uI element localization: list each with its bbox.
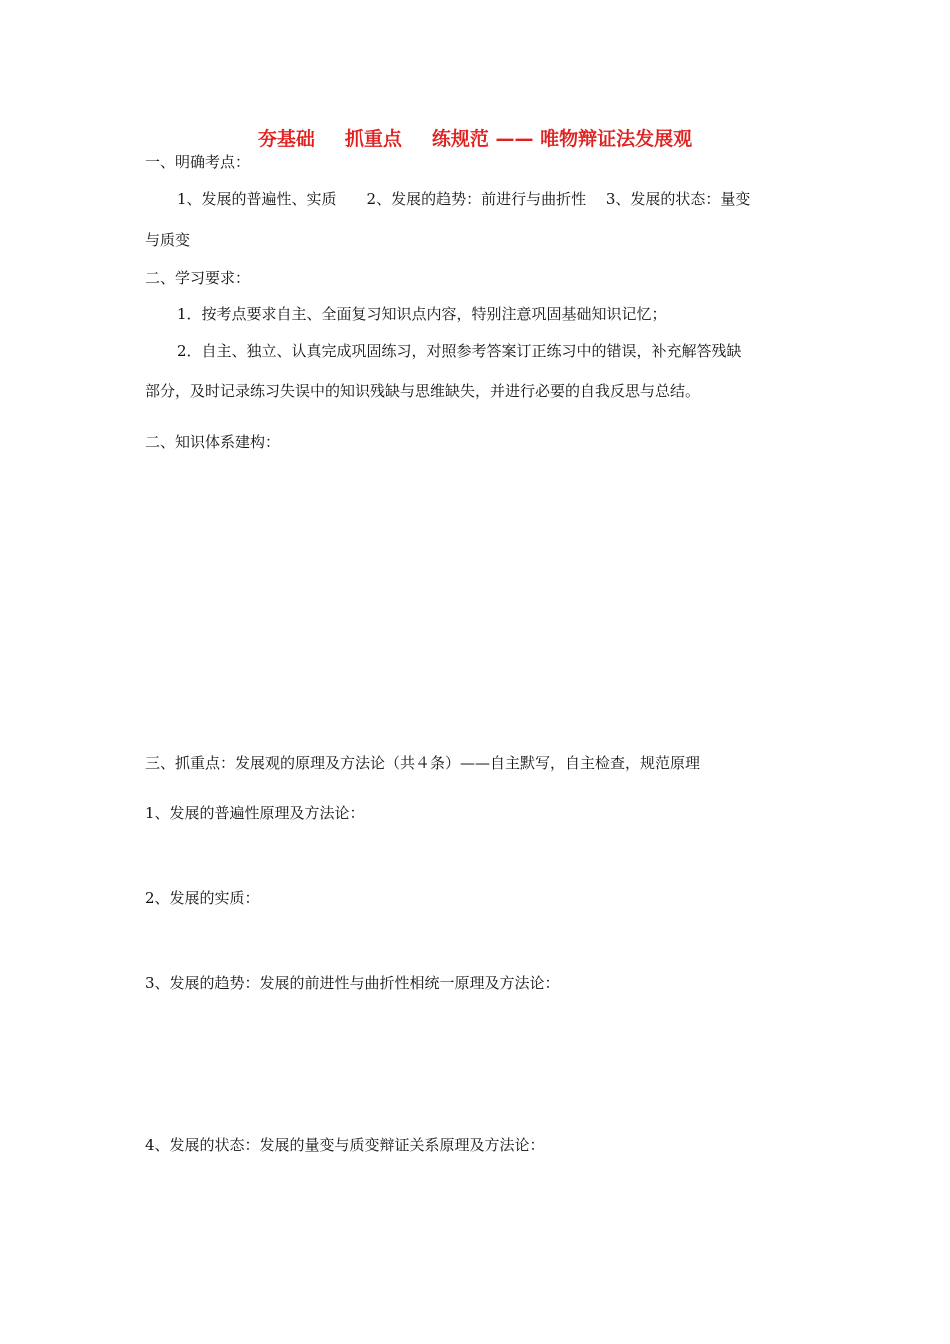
key-point-item-4: 4、发展的状态：发展的量变与质变辩证关系原理及方法论： [145, 1136, 545, 1154]
exam-points-line: 1、发展的普遍性、实质 2、发展的趋势：前进行与曲折性 3、发展的状态：量变 [177, 190, 751, 208]
requirement-2-line-2: 部分，及时记录练习失误中的知识残缺与思维缺失，并进行必要的自我反思与总结。 [145, 382, 701, 400]
title-part-1: 夯基础 [257, 128, 315, 150]
section2-heading: 二、学习要求： [145, 269, 251, 287]
document-title [0, 124, 950, 151]
requirement-1: 1．按考点要求自主、全面复习知识点内容，特别注意巩固基础知识记忆； [177, 305, 667, 323]
exam-points-line-cont: 与质变 [145, 231, 191, 249]
knowledge-system-heading: 二、知识体系建构： [145, 433, 281, 451]
title-part-2: 抓重点 [344, 128, 402, 150]
key-point-item-1: 1、发展的普遍性原理及方法论： [145, 804, 365, 822]
key-point-item-2: 2、发展的实质： [145, 889, 260, 907]
key-point-item-3: 3、发展的趋势：发展的前进性与曲折性相统一原理及方法论： [145, 974, 560, 992]
title-part-3: 练规范 —— 唯物辩证法发展观 [431, 128, 693, 150]
section1-heading: 一、明确考点： [145, 153, 251, 171]
requirement-2-line-1: 2．自主、独立、认真完成巩固练习，对照参考答案订正练习中的错误，补充解答残缺 [177, 342, 742, 360]
section3-heading: 三、抓重点：发展观的原理及方法论（共４条）——自主默写，自主检查，规范原理 [145, 754, 701, 772]
